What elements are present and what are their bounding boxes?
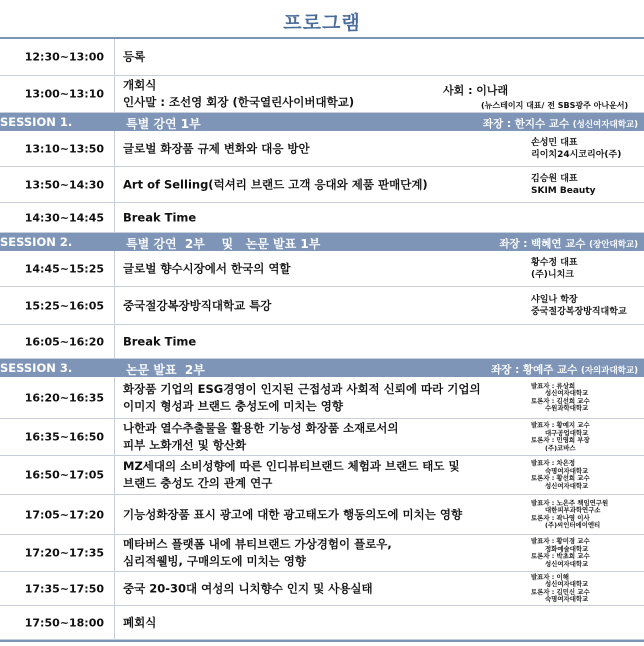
program-line: 중국절강복장방직대학교 특강 [123,298,272,312]
speaker-line: 샤일나 학장 [531,294,578,305]
speaker-info [531,257,578,281]
program-line: 글로벌 화장품 규제 변화와 대응 방안 [123,141,310,155]
program-title [123,536,392,570]
speaker-line: 손성민 대표 [531,137,578,148]
time-slot: 14:30~14:45 [24,211,104,224]
column-divider [114,535,115,571]
program-line: 글로벌 향수시장에서 한국의 역할 [123,261,291,275]
presenter-discussant-info [531,422,590,452]
presenter-discussant-info [531,382,590,412]
role-line: 발표자 : 차은정 [531,458,576,467]
program-title [123,381,481,415]
session-chair [491,362,638,377]
schedule-row [0,495,644,535]
program-line: 등록 [123,49,146,64]
program-title [123,77,354,111]
program-title [123,176,428,193]
program-title [123,420,399,454]
role-line: 발표자 : 황미경 교수 [531,536,590,545]
schedule-row [0,535,644,572]
column-divider [114,495,115,534]
role-line: 토론자 : 곽나영 이사 [531,513,590,522]
session-name: SESSION 1. [0,115,73,129]
session-header [0,113,644,131]
time-slot: 16:20~16:35 [24,391,104,404]
role-line: 토론자 : 민영희 부장 [531,436,590,444]
chair-name: 좌장 : 한지수 교수 [482,118,573,130]
program-title [123,140,310,157]
role-line: 발표자 : 황예지 교수 [531,420,590,429]
program-line: 개회식 [123,78,157,92]
session-chair [483,116,638,131]
session-title: 특별 강연 1부 [126,117,201,131]
program-line: 심리적웰빙, 구매의도에 미치는 영향 [123,554,307,568]
time-slot: 13:10~13:50 [24,142,104,155]
session-title: 특별 강연 2부 및 논문 발표 1부 [126,237,321,251]
program-title [123,506,462,523]
column-divider [114,572,115,605]
chair-name: 좌장 : 백혜연 교수 [499,238,590,250]
role-line: 토론자 : 박초희 교수 [531,552,590,560]
program-line: 피부 노화개선 및 항산화 [123,438,247,452]
column-divider [114,419,115,455]
column-divider [114,287,115,324]
session-chair [499,236,638,251]
mc-affiliation: (뉴스테이지 대표/ 전 SBS광주 아나운서) [481,101,629,110]
column-divider [114,325,115,358]
program-line: 브랜드 충성도 간의 관계 연구 [123,476,273,490]
program-line: 메타버스 플랫폼 내에 뷰티브랜드 가상경험이 플로우, [123,537,392,551]
schedule-row [0,456,644,495]
program-line: 중국 20-30대 여성의 니치향수 인지 및 사용실태 [123,581,373,595]
time-slot: 13:50~14:30 [24,178,104,191]
session-header [0,359,644,377]
program-title [123,580,373,597]
time-slot: 14:45~15:25 [24,262,104,275]
session-title: 논문 발표 2부 [126,363,205,377]
program-title [123,333,196,350]
column-divider [114,76,115,112]
speaker-line: 김승원 대표 [531,173,578,184]
program-title [123,209,196,226]
program-title [123,260,291,277]
affiliation-line: 대구공업대학교 [545,428,589,437]
column-divider [114,251,115,286]
speaker-line: SKIM Beauty [531,185,596,196]
schedule-row [0,76,644,113]
program-line: 폐회식 [123,615,157,629]
role-line: 발표자 : 이해 [531,572,569,581]
schedule-row [0,287,644,325]
speaker-line: 중국절강복장방직대학교 [531,306,627,317]
program-line: MZ세대의 소비성향에 따른 인디뷰티브랜드 체험과 브랜드 태도 및 [123,459,460,473]
program-line: 기능성화장품 표시 광고에 대한 광고태도가 행동의도에 미치는 영향 [123,507,463,521]
role-line: 발표자 : 노은주 책임연구원 [531,498,609,507]
role-line: 토론자 : 황선희 교수 [531,474,590,482]
affiliation-line: 정화예술대학교 [545,544,589,553]
schedule-row [0,572,644,606]
affiliation-line: 성신여자대학교 [545,579,589,588]
presenter-discussant-info [531,460,590,490]
presenter-discussant-info [531,538,590,568]
role-line: 발표자 : 류상희 [531,381,576,390]
time-slot: 15:25~16:05 [24,299,104,312]
chair-affiliation: (자의과대학교) [580,366,638,376]
program-title [123,49,145,66]
role-line: 토론자 : 김선희 교수 [531,396,590,405]
schedule-row [0,131,644,167]
mc-label: 사회 : 이나래 [443,84,509,97]
program-line: 화장품 기업의 ESG경영이 인지된 근접성과 사회적 신뢰에 따라 기업의 [123,381,481,396]
schedule-row [0,377,644,419]
presenter-discussant-info [531,573,590,603]
presenter-discussant-info [531,499,608,529]
program-line: 인사말 : 조선영 회장 (한국열린사이버대학교) [123,95,355,109]
column-divider [114,131,115,166]
time-slot: 16:35~16:50 [24,430,104,444]
page-title: 프로그램 [283,12,361,34]
time-slot: 12:30~13:00 [24,50,104,64]
affiliation-line: 수원과학대학교 [545,404,589,413]
affiliation-line: 숙명여자대학교 [545,466,589,475]
affiliation-line: (주)코바스 [545,443,576,452]
bottom-rule [0,640,644,642]
program-title [123,458,460,492]
affiliation-line: 대한피부과학연구소 [545,505,601,514]
column-divider [114,39,115,75]
program-line: 나한과 열수추출물을 활용한 기능성 화장품 소재로서의 [123,421,399,435]
time-slot: 17:05~17:20 [24,508,104,521]
session-header [0,233,644,251]
schedule-row [0,203,644,233]
affiliation-line: 성신여자대학교 [545,481,589,490]
affiliation-line: (주)씨인터에이엔티 [545,521,601,530]
affiliation-line: 성신여자대학교 [545,388,589,397]
column-divider [114,456,115,494]
time-slot: 17:20~17:35 [24,546,104,560]
program-title [123,297,271,314]
speaker-info [531,294,627,318]
schedule-row [0,325,644,359]
program-line: Art of Selling(럭셔리 브랜드 고객 응대와 제품 판매단계) [123,177,428,191]
affiliation-line: 성신여자대학교 [545,559,589,568]
session-name: SESSION 2. [0,235,73,249]
schedule-row [0,606,644,640]
schedule-row [0,39,644,76]
time-slot: 17:50~18:00 [24,616,104,629]
program-title [123,614,156,631]
speaker-info [531,137,621,161]
program-line: 이미지 형성과 브랜드 충성도에 미치는 영향 [123,398,343,413]
program-line: Break Time [123,334,197,348]
chair-name: 좌장 : 황예주 교수 [491,364,581,376]
column-divider [114,606,115,639]
role-line: 토론자 : 김민신 교수 [531,587,590,596]
time-slot: 16:50~17:05 [24,468,104,482]
affiliation-line: 숙명여자대학교 [545,595,589,604]
chair-affiliation: (성신여자대학교) [572,120,638,130]
schedule-row [0,251,644,287]
column-divider [114,203,115,232]
column-divider [114,377,115,418]
speaker-line: 리이치24시코리아(주) [531,149,622,160]
column-divider [114,167,115,202]
schedule-row [0,167,644,203]
time-slot: 16:05~16:20 [24,335,104,348]
program-line: Break Time [123,210,197,224]
speaker-info [531,173,596,197]
schedule-row [0,419,644,456]
session-name: SESSION 3. [0,361,73,375]
chair-affiliation: (장안대학교) [589,240,638,250]
time-slot: 13:00~13:10 [24,87,104,101]
time-slot: 17:35~17:50 [24,582,104,595]
speaker-line: (주)니치크 [531,269,575,280]
speaker-line: 황수정 대표 [531,257,578,268]
